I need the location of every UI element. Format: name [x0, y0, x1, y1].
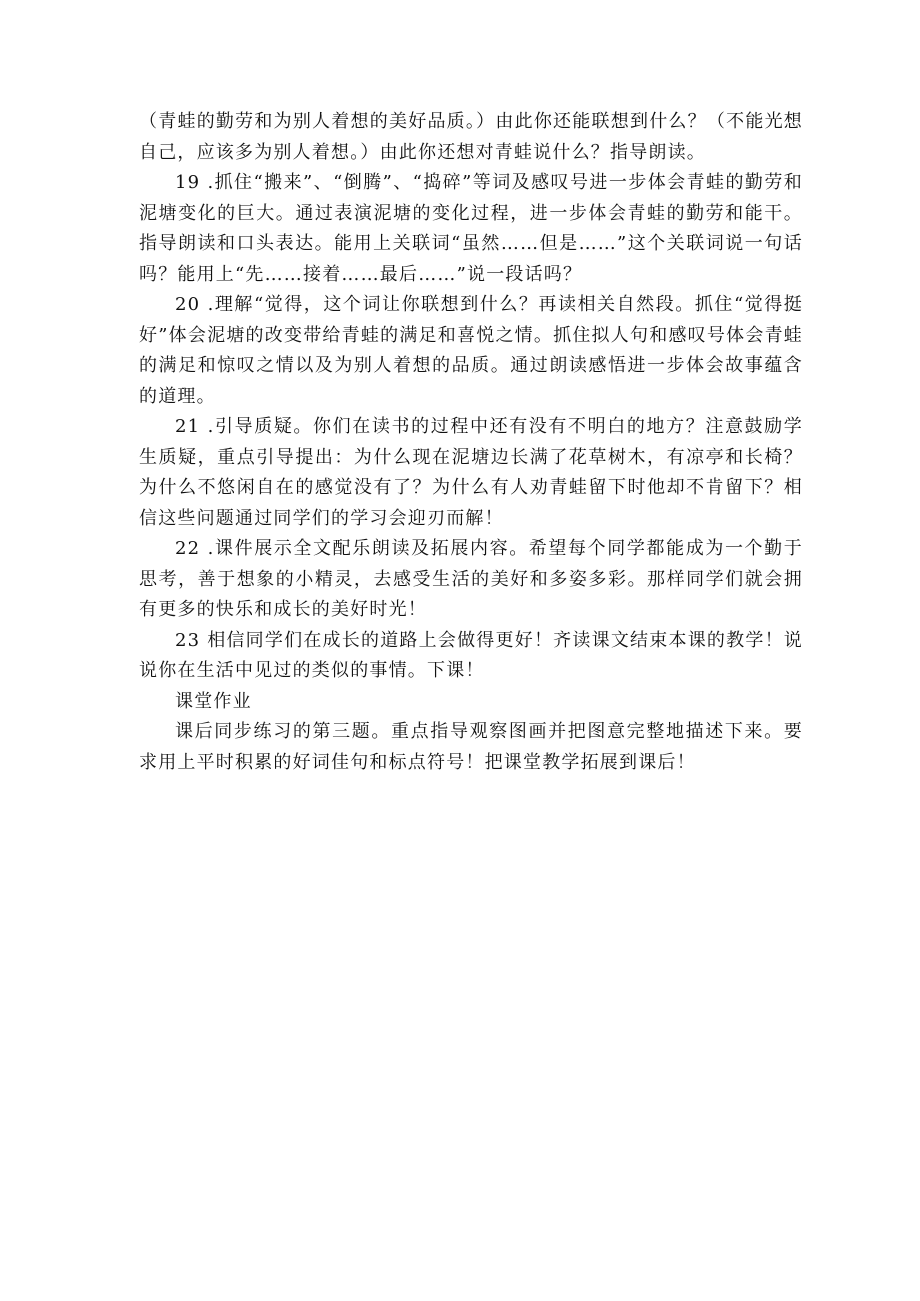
paragraph-item-23: 23 相信同学们在成长的道路上会做得更好！齐读课文结束本课的教学！说说你在生活中见过的类似的事情。下课！ — [139, 629, 803, 681]
homework-heading: 课堂作业 — [175, 690, 252, 712]
paragraph-item-22: 22 .课件展示全文配乐朗读及拓展内容。希望每个同学都能成为一个勤于思考，善于想象的小精灵，去感受生活的美好和多姿多彩。那样同学们就会拥有更多的快乐和成长的美好时光！ — [139, 538, 803, 620]
homework-paragraph: 课后同步练习的第三题。重点指导观察图画并把图意完整地描述下来。要求用上平时积累的好词佳句和标点符号！把课堂教学拓展到课后！ — [139, 721, 803, 773]
paragraph-item-19: 19 .抓住“搬来”、“倒腾”、“捣碎”等词及感叹号进一步体会青蛙的勤劳和泥塘变化的巨大。通过表演泥塘的变化过程，进一步体会青蛙的勤劳和能干。指导朗读和口头表达。能用上关联词“虽然……但是……”这个关联词说一句话吗？能用上“先……接着……最后……”说一段话吗？ — [139, 172, 803, 285]
paragraph-item-21: 21 .引导质疑。你们在读书的过程中还有没有不明白的地方？注意鼓励学生质疑，重点引导提出：为什么现在泥塘边长满了花草树木，有凉亭和长椅？为什么不悠闲自在的感觉没有了？为什么有人劝青蛙留下时他却不肯留下？相信这些问题通过同学们的学习会迎刃而解！ — [139, 416, 803, 529]
paragraph-item-20: 20 .理解“觉得，这个词让你联想到什么？再读相关自然段。抓住“觉得挺好”体会泥塘的改变带给青蛙的满足和喜悦之情。抓住拟人句和感叹号体会青蛙的满足和惊叹之情以及为别人着想的品质。通过朗读感悟进一步体会故事蕴含的道理。 — [139, 294, 803, 407]
paragraph-continuation: （青蛙的勤劳和为别人着想的美好品质。）由此你还能联想到什么？（不能光想自己，应该多为别人着想。）由此你还想对青蛙说什么？指导朗读。 — [139, 111, 803, 163]
document-page — [139, 107, 803, 778]
